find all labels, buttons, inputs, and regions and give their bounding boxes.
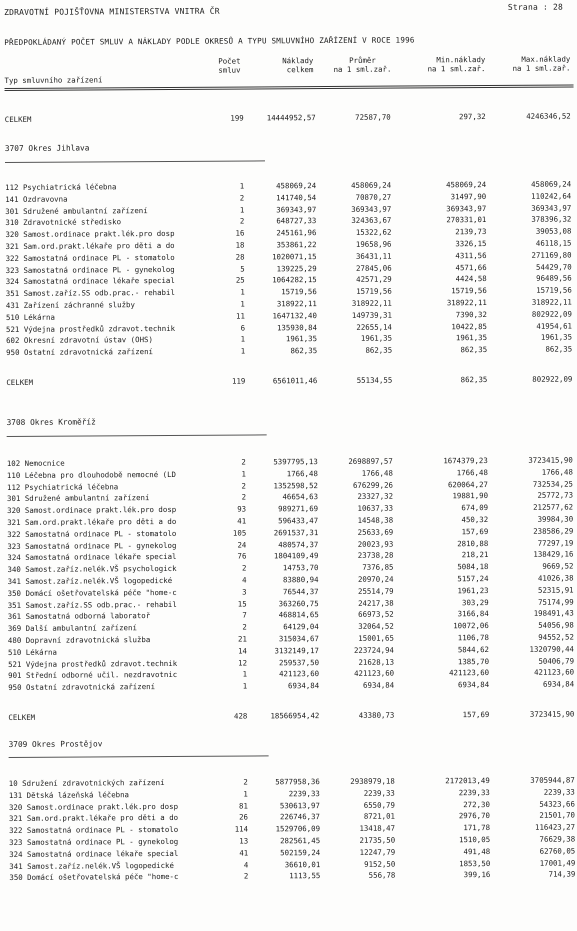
cell-3: 55134,55	[356, 375, 393, 386]
cell-4: 218,21	[461, 550, 489, 560]
cell-1: 76	[237, 551, 247, 561]
cell-1: 2	[243, 871, 249, 881]
cell-4: 3326,15	[455, 239, 487, 249]
cell-1: 41	[239, 848, 249, 858]
cell-2: 648727,33	[276, 216, 317, 226]
cell-3: 9152,50	[364, 859, 396, 869]
cell-4: 1853,50	[459, 858, 491, 868]
cell-0: 321 Sam.ord.prakt.lékaře pro děti a do	[8, 813, 179, 824]
column-headers	[4, 54, 577, 87]
cell-2: 64129,04	[283, 622, 319, 632]
cell-0: 310 Zdravotnické středisko	[5, 217, 122, 228]
cell-2: 1064282,15	[272, 275, 317, 285]
cell-3: 20970,24	[357, 574, 394, 584]
cell-3: 43380,73	[358, 710, 395, 721]
insurer-name: ZDRAVOTNÍ POJIŠŤOVNA MINISTERSTVA VNITRA ČR	[4, 6, 220, 17]
cell-2: 458069,24	[276, 181, 317, 191]
cell-2: 315034,67	[278, 634, 319, 644]
cell-2: 15719,56	[281, 287, 317, 297]
cell-4: 157,69	[462, 710, 490, 720]
cell-1: 41	[237, 516, 247, 526]
cell-5: 25772,73	[537, 490, 574, 501]
cell-4: 303,29	[461, 597, 489, 607]
cell-4: 270331,01	[446, 215, 487, 225]
cell-4: 5084,18	[457, 562, 489, 572]
cell-3: 318922,11	[351, 298, 392, 308]
cell-5: 15719,56	[536, 285, 572, 295]
cell-5: 714,39	[548, 869, 576, 880]
table-row	[9, 869, 577, 884]
col-min-label: Min.náklady na 1 sml.zař.	[427, 55, 486, 74]
cell-3: 369343,97	[351, 204, 392, 214]
cell-0: 301 Sdružené ambulantní zařízení	[5, 205, 148, 216]
cell-3: 70870,27	[355, 192, 392, 202]
section-title: 3709 Okres Prostějov	[8, 739, 103, 749]
cell-1: 15	[237, 599, 247, 609]
cell-5: 77297,19	[537, 538, 574, 548]
cell-5: 41954,61	[536, 321, 573, 331]
cell-4: 421123,60	[449, 668, 490, 678]
cell-2: 363260,75	[278, 598, 319, 608]
cell-4: 3166,84	[457, 609, 489, 619]
cell-1: 12	[238, 658, 248, 668]
cell-3: 36431,11	[355, 251, 392, 261]
cell-1: 2	[243, 777, 248, 787]
cell-3: 12247,79	[359, 847, 396, 857]
section-title: 3707 Okres Jihlava	[4, 143, 90, 153]
cell-1: 1	[242, 669, 248, 679]
cell-4: 2172013,49	[445, 776, 490, 786]
cell-0: 950 Ostatní zdravotnická zařízení	[6, 347, 154, 358]
cell-2: 76544,37	[282, 586, 319, 597]
cell-2: 226746,37	[279, 812, 321, 822]
cell-4: 369343,97	[446, 203, 487, 213]
cell-4: 4571,66	[455, 262, 487, 272]
cell-3: 32064,52	[358, 621, 394, 632]
cell-3: 15322,62	[355, 227, 392, 238]
cell-3: 13418,47	[359, 823, 396, 834]
cell-0: 324 Samostatná ordinace lékaře special	[9, 848, 179, 859]
cell-2: 480574,37	[278, 539, 319, 549]
cell-1: 7	[242, 610, 247, 620]
cell-5: 271169,80	[531, 250, 572, 260]
cell-3: 149739,31	[351, 310, 392, 320]
cell-3: 10637,33	[357, 503, 394, 514]
cell-2: 6561011,46	[272, 376, 318, 386]
cell-3: 324363,67	[351, 216, 392, 226]
cell-3: 19658,96	[355, 239, 392, 249]
cell-1: 114	[234, 824, 249, 834]
cell-5: 17001,49	[539, 858, 576, 868]
cell-5: 62760,05	[539, 846, 576, 856]
cell-4: 399,16	[463, 870, 491, 880]
cell-5: 318922,11	[531, 297, 572, 307]
cell-5: 3723415,90	[528, 455, 573, 465]
cell-0: 110 Léčebna pro dlouhodobě nemocné (LD	[6, 469, 177, 480]
cell-3: 6934,84	[363, 680, 395, 690]
cell-5: 802922,09	[531, 309, 572, 319]
cell-0: 321 Sam.ord.prakt.lékaře pro děti a do	[7, 516, 177, 527]
cell-4: 1106,78	[457, 633, 489, 643]
cell-1: 4	[243, 860, 249, 870]
cell-1: 1	[241, 469, 246, 479]
cell-0: 351 Samost.zaříz.SS odb.prac.- rehabil	[5, 288, 175, 299]
col-max-label: Max.náklady na 1 sml.zař.	[512, 54, 571, 73]
cell-0: CELKEM	[6, 377, 34, 388]
cell-5: 75174,99	[538, 597, 574, 607]
cell-1: 428	[233, 711, 248, 721]
cell-5: 1961,35	[540, 332, 573, 343]
cell-4: 1766,48	[456, 467, 488, 478]
cell-2: 18566954,42	[270, 711, 320, 721]
section-rule	[9, 755, 269, 758]
cell-1: 14	[238, 646, 248, 656]
cell-2: 282561,45	[280, 836, 321, 846]
cell-4: 491,48	[463, 846, 491, 856]
cell-2: 5397795,13	[273, 457, 318, 467]
cell-0: 320 Samost.ordinace prakt.lék.pro dosp	[5, 229, 175, 240]
cell-1: 4	[242, 575, 247, 585]
cell-1: 5	[240, 264, 245, 274]
cell-4: 15719,56	[451, 286, 487, 296]
cell-3: 8721,01	[363, 811, 396, 822]
cell-2: 1529706,09	[275, 824, 321, 834]
cell-5: 50406,79	[538, 656, 575, 666]
cell-2: 318922,11	[276, 299, 317, 309]
cell-2: 83880,94	[282, 575, 319, 585]
cell-3: 458069,24	[351, 180, 392, 190]
cell-4: 450,32	[461, 515, 489, 525]
cell-1: 2	[239, 216, 245, 226]
cell-1: 93	[237, 504, 247, 514]
cell-0: 131 Dětská lázeňská léčebna	[8, 790, 130, 800]
cell-4: 10422,85	[451, 321, 488, 331]
cell-2: 1020071,15	[272, 251, 317, 262]
page-number: Strana : 28	[507, 2, 564, 12]
cell-2: 1804109,49	[273, 551, 319, 561]
cell-4: 7390,32	[455, 309, 487, 320]
cell-3: 66973,52	[358, 609, 394, 620]
cell-5: 378396,32	[531, 214, 572, 225]
cell-5: 39984,30	[537, 514, 574, 524]
cell-0: 321 Sam.ord.prakt.lékaře pro děti a do	[5, 240, 175, 251]
cell-4: 458069,24	[446, 180, 487, 190]
grand-total-row: CELKEM 199 14444952,57 72587,70 297,32 4246346,52	[4, 111, 571, 124]
cell-0: 324 Samostatná ordinace lékaře special	[5, 276, 175, 287]
cell-2: 2691537,31	[273, 527, 319, 538]
cell-1: 11	[236, 311, 245, 321]
section-total-row	[6, 374, 577, 389]
section-title: 3708 Okres Kroměříž	[6, 417, 96, 427]
cell-2: 1352598,52	[273, 480, 318, 490]
cell-3: 42571,29	[356, 275, 392, 285]
cell-0: 350 Domácí ošetřovatelská péče "home-c	[9, 872, 179, 883]
cell-1: 26	[239, 812, 249, 822]
cell-0: 901 Střední odborné učil. nezdravotnic	[8, 670, 178, 681]
cell-1: 1	[243, 789, 248, 799]
cell-4: 4424,58	[455, 274, 487, 284]
cell-0: 323 Samostatná ordinace PL - gynekolog	[9, 836, 179, 847]
cell-3: 14548,38	[357, 515, 394, 525]
cell-1: 28	[235, 252, 245, 262]
cell-1: 2	[241, 563, 247, 573]
cell-5: 1320790,44	[529, 644, 575, 654]
col-cost-label: Náklady celkem	[282, 56, 314, 75]
cell-0: 10 Sdružení zdravotnických zařízení	[8, 778, 165, 788]
cell-1: 25	[235, 275, 245, 285]
cell-5: 421123,60	[534, 667, 575, 678]
cell-0: 341 Samost.zaříz.nelék.VŠ logopedické	[9, 860, 174, 871]
col-count-label: Počet smluv	[218, 56, 241, 75]
cell-1: 2	[242, 622, 247, 632]
cell-0: 340 Samost.zaříz.nelék.VŠ psychologick	[7, 564, 177, 575]
cell-4: 5157,24	[457, 574, 489, 584]
cell-1: 1	[240, 346, 246, 356]
cell-3: 27845,06	[356, 263, 392, 273]
col-avg-label: Průměr na 1 sml.zař.	[333, 55, 392, 74]
cell-0: 323 Samostatná ordinace PL - gynekolog	[5, 264, 175, 275]
cell-4: 862,35	[460, 375, 488, 385]
cell-0: 510 Lékárna	[5, 312, 55, 322]
cell-0: 322 Samostatná ordinace PL - stomatolo	[7, 528, 177, 539]
cell-0: 480 Dopravní zdravotnická služba	[7, 635, 151, 645]
cell-2: 135930,84	[276, 322, 318, 332]
cell-0: 351 Samost.zaříz.SS odb.prac.- rehabil	[7, 599, 177, 610]
cell-3: 676299,26	[352, 480, 393, 490]
cell-3: 23738,28	[357, 550, 394, 561]
cell-0: 320 Samost.ordinace prakt.lék.pro dosp	[7, 505, 177, 516]
section-rule	[5, 160, 265, 163]
cell-3: 2698897,57	[348, 456, 393, 466]
cell-5: 96489,56	[536, 273, 572, 284]
cell-3: 24217,38	[358, 598, 394, 608]
cell-5: 116423,27	[534, 822, 576, 832]
cell-3: 20023,93	[357, 539, 394, 549]
cell-4: 10072,06	[453, 621, 489, 631]
table-row	[8, 679, 577, 694]
cell-0: 510 Lékárna	[7, 647, 57, 657]
cell-1: 3	[242, 587, 247, 597]
cell-4: 171,78	[463, 823, 491, 833]
cell-5: 198491,43	[533, 608, 574, 619]
cell-1: 1	[239, 205, 245, 215]
cell-4: 2239,33	[458, 787, 490, 798]
cell-2: 1766,48	[286, 468, 318, 479]
cell-4: 1961,23	[457, 585, 489, 596]
cell-5: 76629,38	[539, 834, 576, 844]
cell-4: 4311,56	[455, 250, 487, 261]
cell-5: 6934,84	[543, 679, 575, 689]
cell-0: 602 Okresní zdravotní ústav (OHS)	[6, 335, 153, 346]
cell-4: 157,69	[461, 526, 489, 536]
cell-2: 862,35	[290, 346, 318, 356]
cell-0: 141 Ozdravovna	[5, 194, 68, 204]
cell-0: 323 Samostatná ordinace PL - gynekolog	[7, 540, 177, 551]
cell-1: 16	[235, 228, 245, 238]
cell-1: 119	[231, 376, 246, 386]
cell-0: 341 Samost.zaříz.nelék.VŠ logopedické	[7, 575, 173, 586]
cell-1: 2	[241, 481, 246, 491]
section-rule	[7, 434, 267, 437]
cell-4: 31497,90	[450, 191, 487, 202]
cell-1: 1	[240, 334, 246, 344]
cell-3: 25514,79	[357, 586, 394, 596]
cell-2: 1961,35	[285, 334, 318, 344]
cell-4: 2976,70	[458, 811, 491, 821]
cell-2: 530613,97	[279, 800, 320, 810]
cell-0: 950 Ostatní zdravotnická zařízení	[8, 682, 156, 693]
cell-4: 5844,62	[457, 644, 490, 655]
cell-1: 1	[242, 681, 248, 691]
cell-2: 259537,50	[278, 657, 320, 667]
cell-5: 802922,09	[532, 374, 573, 384]
cell-5: 862,35	[545, 344, 573, 354]
cell-4: 674,09	[461, 503, 489, 513]
cell-2: 989271,69	[278, 504, 319, 514]
cell-0: 521 Výdejna prostředků zdravot.technik	[5, 323, 176, 334]
cell-3: 23327,32	[357, 491, 394, 502]
cell-4: 862,35	[460, 345, 488, 355]
cell-5: 9669,52	[542, 561, 574, 571]
cell-3: 2239,33	[363, 788, 395, 798]
cell-0: 361 Samostatná odborná laboratoř	[7, 611, 151, 622]
cell-3: 421123,60	[354, 668, 395, 679]
cell-2: 421123,60	[279, 669, 320, 679]
cell-0: 322 Samostatná ordinace PL - stomatolo	[9, 825, 179, 836]
cell-3: 556,78	[368, 870, 396, 881]
cell-3: 15719,56	[356, 286, 392, 297]
cell-2: 1647132,40	[272, 310, 317, 321]
col-type-label: Typ smluvního zařízení	[4, 75, 103, 85]
cell-1: 2	[241, 457, 246, 467]
cell-2: 46654,63	[282, 492, 319, 502]
cell-2: 139225,29	[276, 263, 317, 273]
cell-4: 1385,70	[457, 656, 490, 666]
cell-2: 14753,70	[282, 563, 319, 573]
cell-0: 322 Samostatná ordinace PL - stomatolo	[5, 252, 175, 263]
cell-0: 301 Sdružené ambulantní zařízení	[7, 493, 150, 504]
cell-5: 54056,98	[538, 620, 574, 630]
cell-4: 2139,73	[455, 227, 487, 237]
cell-0: 521 Výdejna prostředků zdravot.technik	[8, 658, 178, 669]
report-title: PŘEDPOKLÁDANÝ POČET SMLUV A NÁKLADY PODLE OKRESŮ A TYPU SMLUVNÍHO ZAŘÍZENÍ V ROCE 1996	[4, 35, 415, 47]
cell-3: 2938979,18	[350, 776, 395, 786]
cell-1: 2	[239, 193, 245, 203]
cell-0: 350 Domácí ošetřovatelská péče "home-c	[7, 587, 177, 598]
cell-0: 320 Samost.ordinace prakt.lék.pro dosp	[8, 801, 179, 812]
cell-5: 54323,66	[539, 799, 575, 809]
cell-0: 324 Samostatná ordinace lékaře special	[7, 552, 177, 563]
cell-0: 102 Nemocnice	[6, 458, 65, 468]
cell-3: 223724,94	[353, 645, 395, 655]
cell-5: 2239,33	[543, 787, 575, 797]
cell-3: 6550,79	[363, 800, 395, 810]
cell-1: 1	[240, 299, 245, 309]
cell-4: 318922,11	[446, 298, 487, 308]
cell-3: 1961,35	[360, 334, 393, 344]
cell-1: 21	[237, 634, 247, 644]
cell-2: 468814,65	[278, 610, 319, 620]
cell-3: 15001,65	[358, 633, 394, 643]
cell-4: 1961,35	[455, 333, 488, 343]
cell-5: 3705944,87	[530, 775, 575, 785]
cell-5: 369343,97	[531, 203, 572, 213]
cell-1: 24	[237, 540, 247, 550]
cell-4: 2810,88	[457, 538, 489, 548]
cell-2: 2239,33	[288, 788, 320, 799]
cell-1: 1	[240, 287, 245, 297]
cell-2: 5877958,36	[275, 777, 320, 787]
table-row	[6, 344, 577, 359]
cell-3: 7376,85	[362, 562, 394, 572]
cell-2: 36610,01	[284, 859, 321, 869]
cell-4: 620064,27	[447, 479, 488, 489]
cell-2: 353861,22	[276, 240, 317, 250]
cell-2: 1113,55	[289, 871, 321, 881]
cell-3: 862,35	[365, 345, 393, 355]
cell-5: 1766,48	[541, 467, 573, 477]
cell-2: 3132149,17	[274, 645, 320, 656]
cell-1: 2	[241, 492, 247, 502]
cell-2: 6934,84	[288, 681, 320, 691]
cell-4: 272,30	[463, 799, 490, 809]
cell-5: 54429,70	[536, 262, 572, 272]
cell-2: 245161,96	[276, 228, 317, 238]
cell-2: 596433,47	[278, 516, 319, 526]
cell-3: 21735,50	[359, 835, 396, 845]
cell-1: 18	[235, 240, 245, 250]
cell-4: 1510,05	[458, 835, 491, 845]
cell-4: 6934,84	[458, 680, 490, 690]
cell-1: 105	[232, 528, 247, 538]
cell-5: 138429,16	[533, 549, 574, 560]
cell-3: 1766,48	[361, 468, 393, 478]
cell-1: 1	[239, 181, 245, 191]
cell-2: 141740,54	[276, 192, 317, 203]
cell-2: 369343,97	[276, 204, 317, 214]
cell-5: 212577,62	[533, 502, 574, 512]
cell-5: 46118,15	[535, 238, 572, 248]
cell-5: 21501,70	[539, 810, 576, 821]
cell-1: 13	[239, 836, 249, 846]
cell-3: 21628,13	[358, 657, 395, 667]
cell-5: 3723415,90	[529, 709, 575, 719]
cell-4: 19881,90	[452, 491, 489, 501]
cell-2: 502159,24	[280, 847, 321, 858]
cell-5: 732534,25	[532, 479, 573, 489]
cell-5: 110242,64	[531, 191, 572, 201]
cell-1: 81	[238, 801, 248, 811]
cell-5: 238586,29	[533, 526, 574, 536]
cell-5: 94552,52	[538, 632, 574, 642]
cell-3: 25633,69	[357, 527, 394, 537]
cell-0: 112 Psychiatrická léčebna	[6, 481, 119, 492]
cell-3: 22655,14	[356, 322, 393, 332]
cell-5: 52315,91	[537, 585, 574, 595]
cell-5: 41026,38	[537, 573, 574, 583]
cell-0: 112 Psychiatrická léčebna	[5, 182, 117, 192]
cell-5: 458069,24	[531, 179, 572, 189]
cell-0: CELKEM	[8, 712, 36, 723]
cell-5: 39053,08	[535, 226, 572, 236]
cell-0: 369 Další ambulantní zařízení	[7, 623, 137, 634]
cell-4: 1674379,23	[443, 456, 488, 466]
cell-0: 431 Zařízení záchranné služby	[5, 300, 135, 310]
section-total-row	[8, 709, 577, 724]
cell-1: 6	[240, 323, 246, 333]
